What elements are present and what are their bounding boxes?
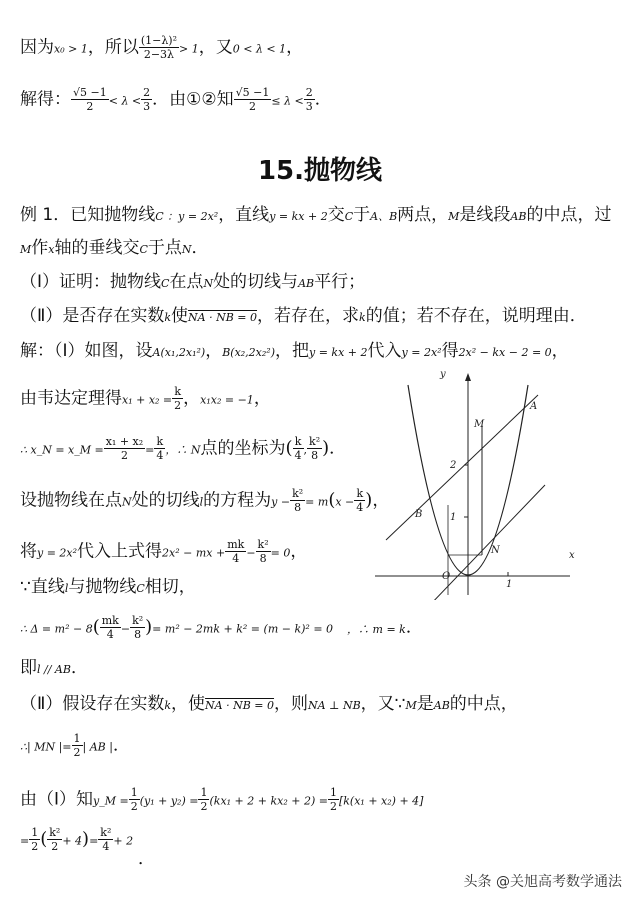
tangent-line bbox=[428, 485, 545, 600]
point-a-label: A bbox=[530, 401, 538, 412]
fraction: $\frac{\text{k²}}{2}$ bbox=[49, 826, 61, 853]
parabola-figure bbox=[370, 365, 585, 600]
fraction: $\frac{1}{2}$ bbox=[31, 826, 39, 853]
solution-line-6: ∵直线l与抛物线C相切， bbox=[20, 577, 196, 597]
fraction: $\frac{k}{4}$ bbox=[294, 435, 302, 462]
fraction: $\frac{\text{k²}}{8}$ bbox=[309, 435, 321, 462]
fraction: $\frac{\text{x₁ + x₂}}{2}$ bbox=[105, 435, 144, 462]
line-ab bbox=[386, 395, 538, 540]
fraction: $\frac{\text{(1−λ)²}}{2-3\lambda}$ bbox=[140, 34, 178, 61]
fraction: $\frac{\text{k²}}{8}$ bbox=[292, 487, 304, 514]
fraction: $\frac{√5 -1}{2}$ bbox=[235, 86, 270, 113]
y-axis-label: y bbox=[440, 369, 446, 380]
top-line-2: 解得： $\frac{√5 -1}{2}$ < λ < $\frac{2}{3}$ ．由①②知 $\frac{√5 -1}{2}$ ≤ λ < $\frac{2}{3}$ ． bbox=[20, 86, 332, 113]
fraction: $\frac{√5 -1}{2}$ bbox=[73, 86, 107, 113]
solution-line-10: ∴| MN |= $\frac{1}{2}$ | AB |． bbox=[20, 732, 130, 759]
solution-line-5: 将y = 2x²代入上式得2x² − mx + $\frac{mk}{4}$ − $\frac{\text{k²}}{8}$ = 0， bbox=[20, 538, 308, 565]
x-axis-label: x bbox=[569, 550, 575, 561]
example-line-1: 例 1．已知抛物线C ：y = 2x²，直线y = kx + 2交C于A、B两点，M是线段AB的中点，过 bbox=[20, 205, 612, 225]
fraction: $\frac{\text{k²}}{4}$ bbox=[100, 826, 112, 853]
text: 因为 bbox=[20, 37, 54, 58]
solution-line-4: 设抛物线在点N处的切线l的方程为y − $\frac{\text{k²}}{8}$ = m(x − $\frac{k}{4}$ )， bbox=[20, 487, 390, 514]
solution-line-12: = $\frac{1}{2}$ ( $\frac{\text{k²}}{2}$ + 4)= $\frac{\text{k²}}{4}$ + 2 bbox=[20, 826, 134, 853]
fraction: $\frac{2}{3}$ bbox=[305, 86, 313, 113]
fraction: $\frac{1}{2}$ bbox=[200, 786, 208, 813]
section-title: 15.抛物线 bbox=[257, 156, 383, 186]
fraction: $\frac{mk}{4}$ bbox=[101, 614, 119, 641]
watermark: 头条 @关旭高考数学通法 bbox=[463, 874, 622, 890]
tick-x-1-label: 1 bbox=[506, 579, 513, 590]
fraction: $\frac{\text{k²}}{8}$ bbox=[257, 538, 269, 565]
origin-label: O bbox=[442, 571, 451, 582]
tick-y-2-label: 2 bbox=[450, 460, 457, 471]
solution-line-9: （Ⅱ）假设存在实数k，使NA · NB = 0，则NA ⊥ NB，又∵M是AB的中点， bbox=[20, 694, 518, 714]
tick-y-1-label: 1 bbox=[450, 512, 457, 523]
solution-line-2: 由韦达定理得x₁ + x₂ = $\frac{k}{2}$ ，x₁x₂ = −1， bbox=[20, 385, 271, 412]
part-1-statement: （Ⅰ）证明：抛物线C在点N处的切线与AB平行； bbox=[20, 272, 366, 292]
point-m-label: M bbox=[474, 419, 485, 430]
solution-line-7: ∴ Δ = m² − 8( $\frac{mk}{4}$ − $\frac{\text{k²}}{8}$ )= m² − 2mk + k² = (m − k)² = 0 ，∴ m = k． bbox=[20, 614, 423, 641]
example-line-2: M作x轴的垂线交C于点N． bbox=[20, 238, 209, 258]
point-b-label: B bbox=[415, 509, 423, 520]
fraction: $\frac{1}{2}$ bbox=[73, 732, 81, 759]
solution-line-13: ． bbox=[138, 849, 155, 869]
fraction: $\frac{mk}{4}$ bbox=[227, 538, 245, 565]
fraction: $\frac{\text{k²}}{8}$ bbox=[132, 614, 144, 641]
fraction: $\frac{1}{2}$ bbox=[130, 786, 138, 813]
fraction: $\frac{2}{3}$ bbox=[143, 86, 151, 113]
part-2-statement: （Ⅱ）是否存在实数k使NA · NB = 0，若存在，求k的值；若不存在，说明理由． bbox=[20, 306, 587, 326]
top-line-1: 因为x₀ > 1，所以 $\frac{\text{(1−λ)²}}{2-3\lambda}$ > 1，又0 < λ < 1， bbox=[20, 34, 304, 61]
point-n-label: N bbox=[491, 545, 500, 556]
text: ，所以 bbox=[87, 37, 139, 58]
fraction: $\frac{k}{2}$ bbox=[174, 385, 182, 412]
fraction: $\frac{k}{4}$ bbox=[156, 435, 164, 462]
math-inline: x₀ > 1 bbox=[54, 42, 88, 56]
solution-line-11: 由（Ⅰ）知y_M = $\frac{1}{2}$ (y₁ + y₂) = $\frac{1}{2}$ (kx₁ + 2 + kx₂ + 2) = $\frac{1}{2}$ [k(x₁ + x₂) + 4] bbox=[20, 786, 424, 813]
solution-line-1: 解：（Ⅰ）如图，设A(x₁,2x₁²)，B(x₂,2x₂²)，把y = kx + 2代入y = 2x²得2x² − kx − 2 = 0， bbox=[20, 341, 569, 361]
fraction: $\frac{1}{2}$ bbox=[329, 786, 337, 813]
y-axis-arrow bbox=[465, 373, 471, 381]
fraction: $\frac{k}{4}$ bbox=[356, 487, 364, 514]
solution-line-3: ∴ x_N = x_M = $\frac{\text{x₁ + x₂}}{2}$ = $\frac{k}{4}$ ，∴ N点的坐标为( $\frac{k}{4}$ , $\frac{\text{k²}}{8}$ )． bbox=[20, 435, 347, 462]
solution-line-8: 即l // AB． bbox=[20, 658, 88, 678]
